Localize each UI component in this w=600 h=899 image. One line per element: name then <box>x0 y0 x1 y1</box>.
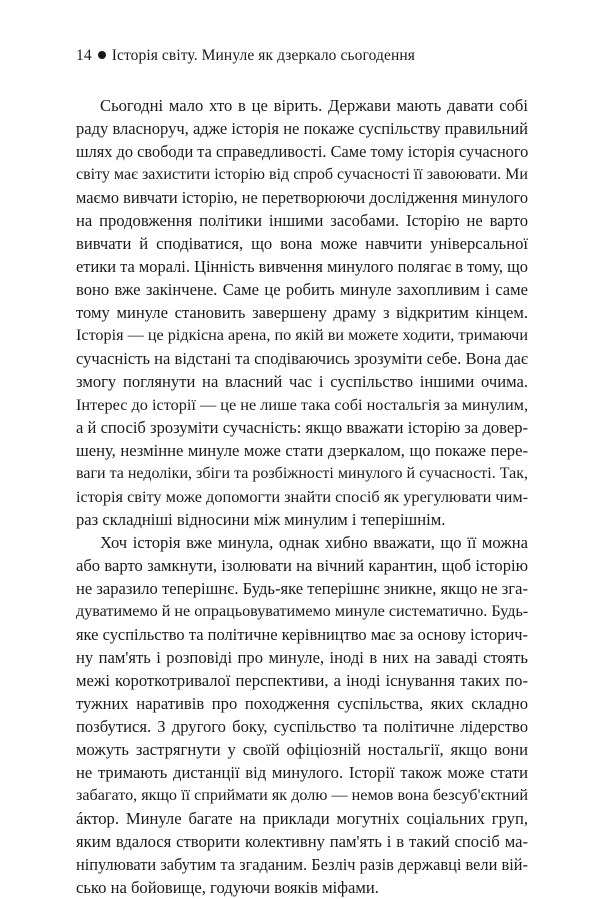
text-line: не тримають дистанції від минулого. Історії також може стати <box>76 763 528 782</box>
text-line: тужних наративів про походження суспільства, яких складно <box>76 694 528 713</box>
text-line: можуть застрягнути у своїй офіціозній ностальгії, якщо вони <box>76 740 528 759</box>
text-line: шлях до свободи та справедливості. Саме тому історія сучасного <box>76 142 529 161</box>
text-line: змогу поглянути на власний час і суспільство іншими очима. <box>76 372 528 391</box>
text-line: ваги та недоліки, збіги та розбіжності минулого й сучасності. Так, <box>76 465 528 482</box>
text-line: шену, незмінне минуле може стати дзеркалом, що покаже пере- <box>76 441 528 460</box>
text-line: історія світу може допомогти знайти спосіб як урегулювати чим- <box>76 487 529 506</box>
text-line: Хоч історія вже минула, однак хибно вважати, що її можна <box>100 533 528 552</box>
text-line: на продовження політики іншими засобами. Історію не варто <box>76 211 528 230</box>
header-title: Історія світу. Минуле як дзеркало сьогодення <box>111 47 415 64</box>
text-line: раду власноруч, адже історія не покаже суспільству правильний <box>76 119 528 138</box>
text-line: Сьогодні мало хто в це вірить. Держави мають давати собі <box>100 96 528 115</box>
text-line: вивчати й сподіватися, що вона може навчити універсальної <box>76 234 528 253</box>
text-line: сько на бойовище, годуючи вояків міфами. <box>76 878 379 897</box>
page-number: 14 <box>76 47 92 64</box>
text-line: тому минуле становить завершену драму з відкритим кінцем. <box>76 303 528 322</box>
paragraph-2 <box>76 531 528 899</box>
text-line: Історія — це рідкісна арена, по якій ви можете ходити, тримаючи <box>76 326 528 344</box>
body-text <box>76 94 528 899</box>
text-line: не заразило теперішнє. Будь-яке теперішнє зникне, якщо не зга- <box>76 579 528 598</box>
paragraph-1 <box>76 94 528 531</box>
text-line: раз складніші відносини між минулим і теперішнім. <box>76 510 446 529</box>
text-line: áктор. Минуле багате на приклади могутніх соціальних груп, <box>76 809 528 828</box>
text-line: етики та моралі. Цінність вивчення минулого полягає в тому, що <box>76 257 528 276</box>
text-line: маємо вивчати історію, не перетворюючи дослідження минулого <box>76 188 528 207</box>
text-line: світу має захистити історію від спроб сучасності її завоювати. Ми <box>76 166 528 183</box>
text-line: ніпулювати забутим та згаданим. Безліч разів державці вели вій- <box>76 855 528 874</box>
text-line: яким вдалося створити колективну пам'ять і в такий спосіб ма- <box>76 832 528 851</box>
text-line: сучасність на відстані та сподіваючись зрозуміти себе. Вона дає <box>76 349 528 368</box>
text-line: яке суспільство та політичне керівництво має за основу історич- <box>76 625 528 644</box>
text-line: воно вже закінчене. Саме це робить минуле захопливим і саме <box>76 280 528 299</box>
text-line: а й спосіб зрозуміти сучасність: якщо вважати історію за довер- <box>76 418 528 437</box>
text-line: ну пам'ять і розповіді про минуле, іноді в них на заваді стоять <box>76 648 528 667</box>
text-line: позбутися. З другого боку, суспільство та політичне лідерство <box>76 717 528 736</box>
text-line: або варто замкнути, ізолювати на вічний карантин, щоб історію <box>76 556 528 575</box>
text-line: Інтерес до історії — це не лише така собі ностальгія за минулим, <box>76 395 529 414</box>
text-line: дуватимемо й не опрацьовуватимемо минуле систематично. Будь- <box>76 603 529 620</box>
bullet-icon <box>98 51 106 59</box>
running-header <box>76 46 415 66</box>
text-line: межі короткотривалої перспективи, а іноді існування таких по- <box>76 671 528 690</box>
text-line: забагато, якщо її сприймати як долю — немов вона безсуб'єктний <box>76 787 528 804</box>
